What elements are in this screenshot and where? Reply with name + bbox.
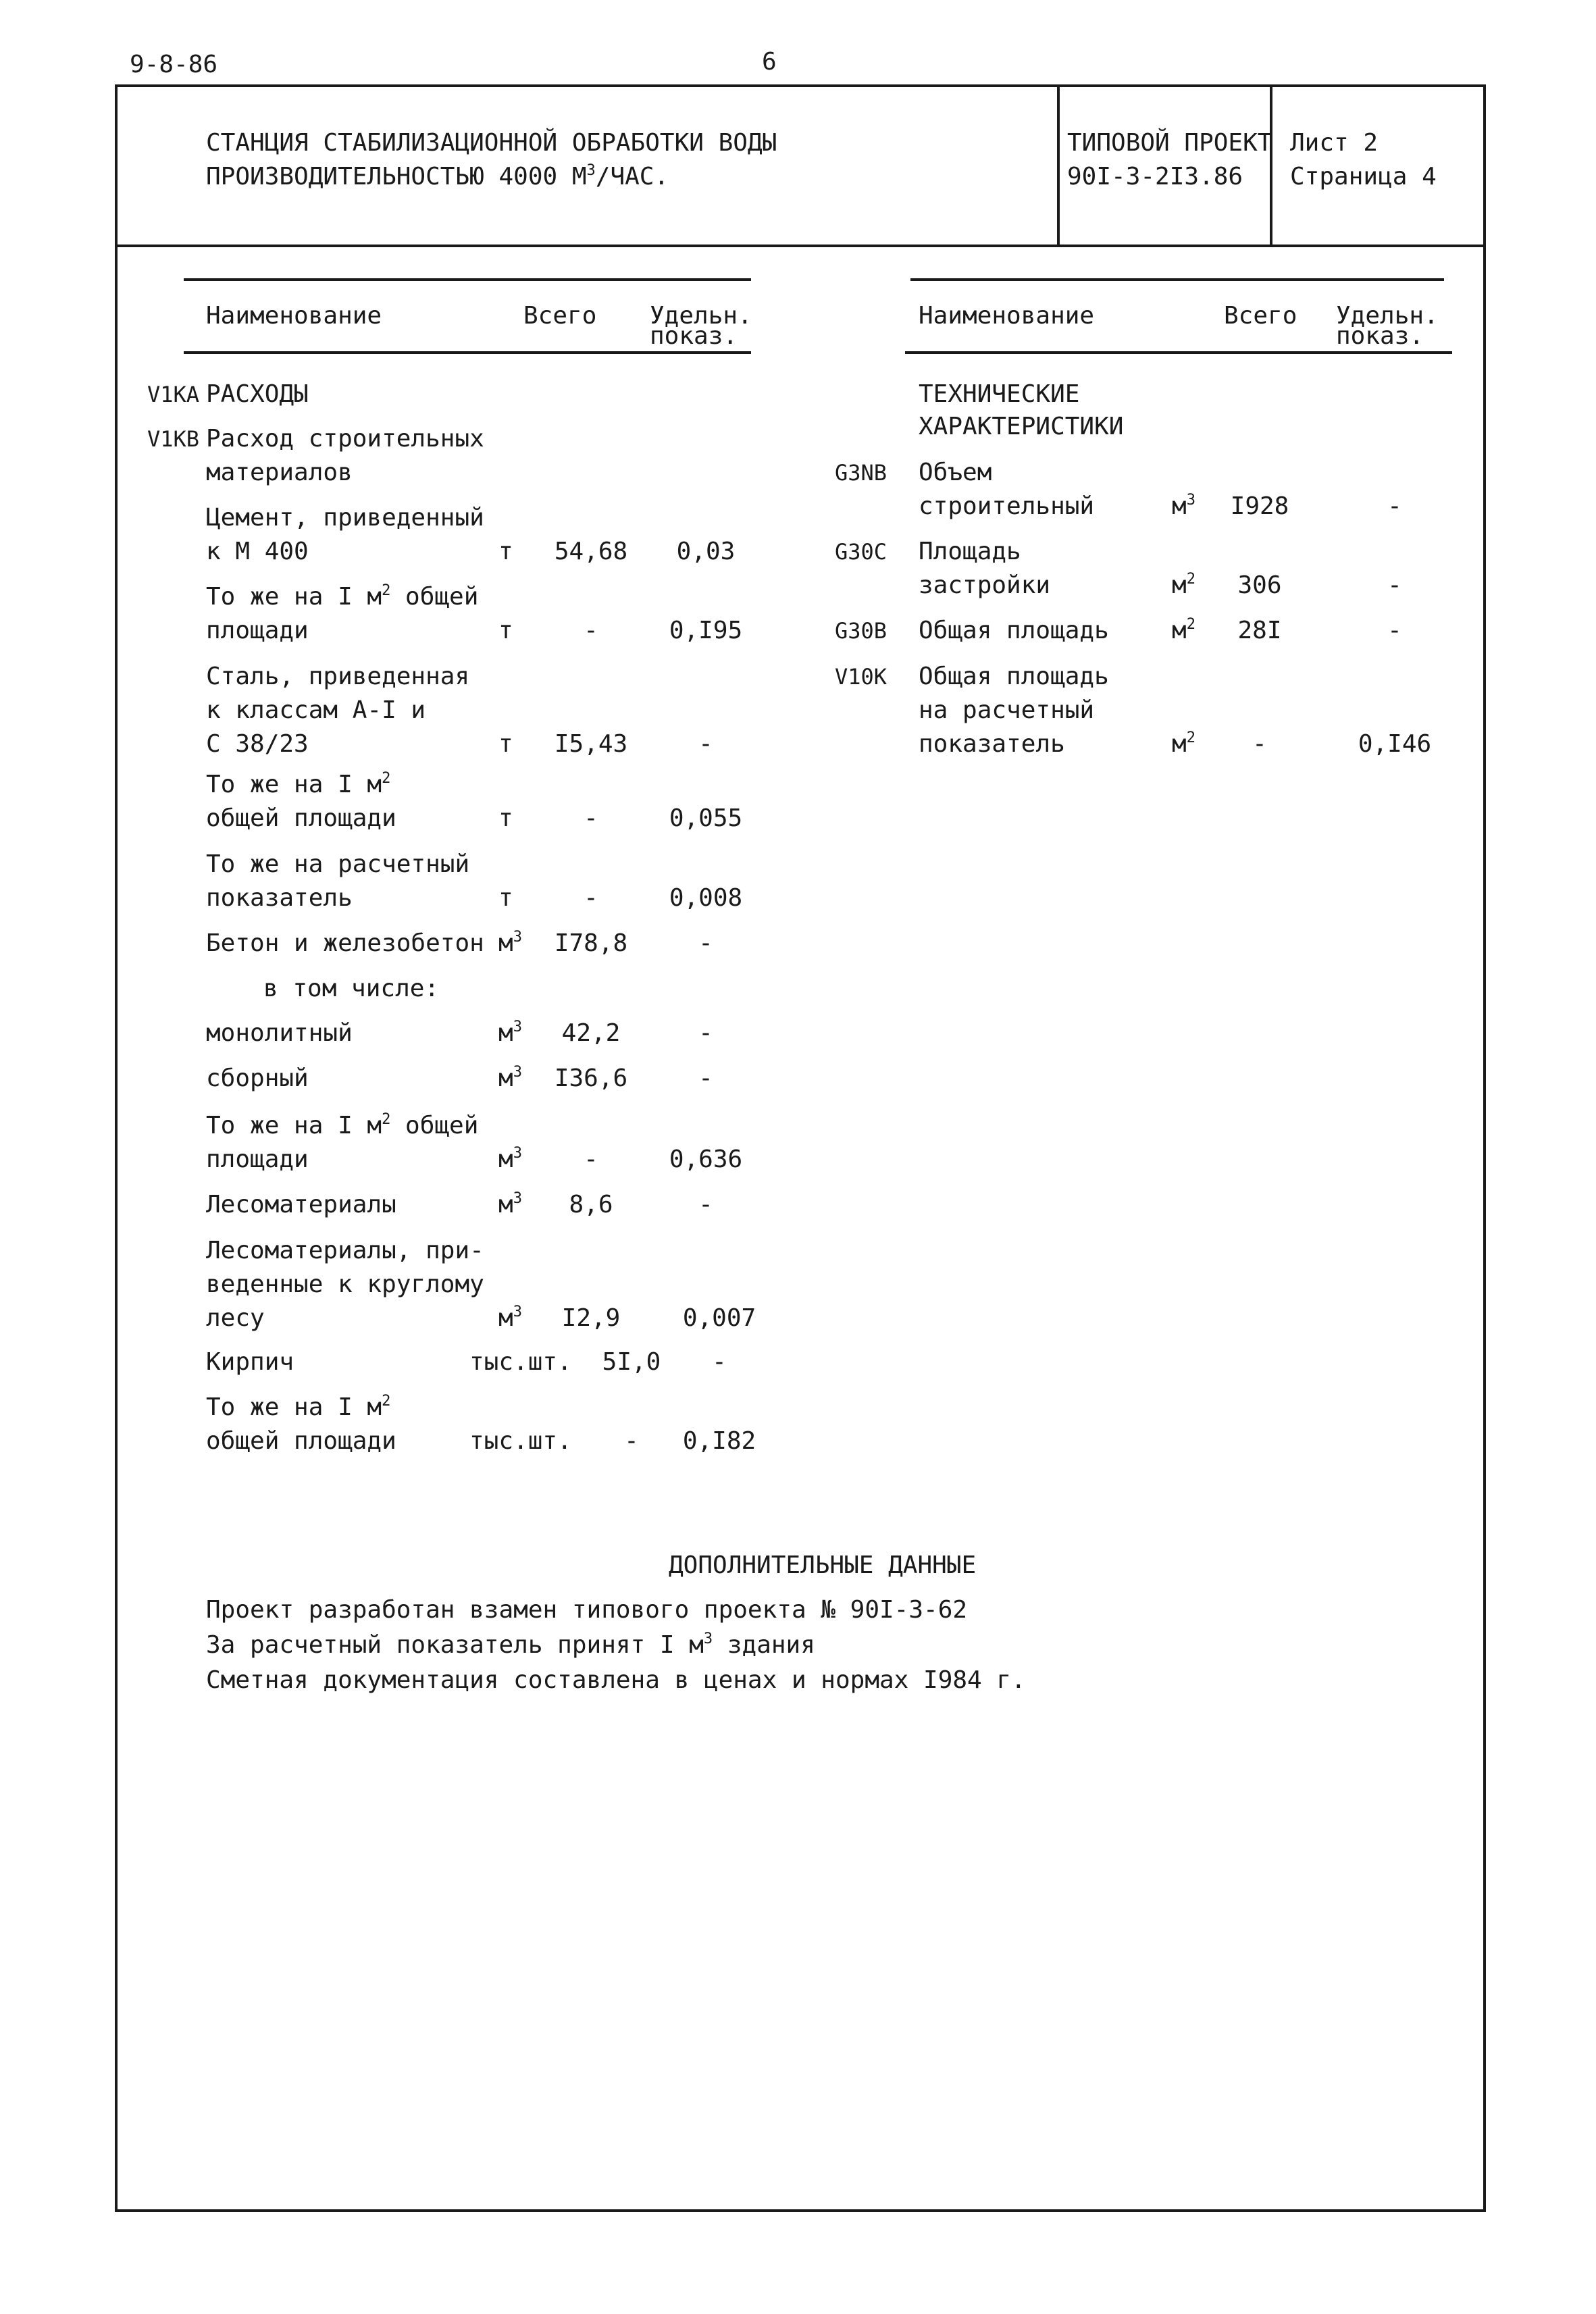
- row-total: 54,68: [554, 538, 628, 565]
- row-name: То же на I $м^2$: [206, 770, 391, 798]
- row-total: -: [584, 617, 598, 644]
- row-unit: $м^3$: [498, 1304, 522, 1332]
- row-specific: 0,I95: [669, 617, 743, 644]
- row-unit: тыс.шт.: [469, 1348, 572, 1376]
- row-specific: 0,636: [669, 1146, 743, 1173]
- row-total: -: [624, 1427, 639, 1455]
- row-unit: $м^3$: [498, 1190, 522, 1218]
- row-unit: $м^3$: [498, 1145, 522, 1173]
- row-code: G30C: [835, 539, 887, 565]
- row-specific: 0,007: [682, 1304, 756, 1332]
- row-name: показатель: [206, 884, 353, 912]
- row-name: Цемент, приведенный: [206, 504, 484, 532]
- row-total: -: [1252, 730, 1267, 758]
- row-total: -: [584, 884, 598, 912]
- row-total: -: [584, 804, 598, 832]
- title-line-2: ПРОИЗВОДИТЕЛЬНОСТЬЮ 4000 $М^3$/ЧАС.: [206, 162, 669, 190]
- section-code: V1KA: [147, 382, 200, 407]
- row-name: лесу: [206, 1304, 265, 1332]
- row-specific: -: [1387, 492, 1402, 520]
- additional-heading: ДОПОЛНИТЕЛЬНЫЕ ДАННЫЕ: [669, 1551, 977, 1579]
- row-unit: т: [498, 730, 513, 758]
- row-unit: т: [498, 804, 513, 832]
- row-unit: т: [498, 538, 513, 565]
- row-specific: -: [698, 1191, 713, 1218]
- section-tech: ТЕХНИЧЕСКИЕ: [919, 380, 1080, 408]
- title-block-separator: [1270, 84, 1272, 246]
- row-specific: 0,I82: [682, 1427, 756, 1455]
- row-name: застройки: [919, 571, 1051, 599]
- row-total: 306: [1237, 571, 1282, 599]
- row-specific: -: [712, 1348, 727, 1376]
- sheet-number: Лист 2: [1290, 129, 1379, 157]
- row-specific: 0,008: [669, 884, 743, 912]
- title-line-1: СТАНЦИЯ СТАБИЛИЗАЦИОННОЙ ОБРАБОТКИ ВОДЫ: [206, 129, 777, 157]
- page-number: 6: [762, 48, 777, 76]
- row-unit: $м^3$: [1172, 492, 1195, 520]
- right-header-total: Всего: [1224, 302, 1297, 330]
- title-block-separator: [1057, 84, 1060, 246]
- row-total: I36,6: [554, 1064, 628, 1092]
- row-total: 5I,0: [602, 1348, 661, 1376]
- row-specific: -: [698, 1019, 713, 1047]
- row-specific: 0,I46: [1358, 730, 1432, 758]
- additional-line-3: Сметная документация составлена в ценах и нормах I984 г.: [206, 1666, 1026, 1694]
- row-unit: $м^2$: [1172, 729, 1195, 758]
- row-code: V10K: [835, 664, 887, 690]
- left-header-spec-2: показ.: [650, 322, 738, 350]
- row-specific: 0,03: [676, 538, 736, 565]
- row-unit: $м^2$: [1172, 571, 1195, 599]
- left-table-header-rule: [184, 351, 751, 354]
- row-name: Общая площадь: [919, 617, 1109, 644]
- additional-line-1: Проект разработан взамен типового проекта № 90I-3-62: [206, 1596, 968, 1624]
- row-name: сборный: [206, 1064, 309, 1092]
- row-total: -: [584, 1146, 598, 1173]
- additional-line-2: За расчетный показатель принят I $м^3$ здания: [206, 1630, 815, 1659]
- right-table-top-rule: [910, 278, 1444, 281]
- row-specific: -: [698, 1064, 713, 1092]
- row-specific: -: [698, 730, 713, 758]
- right-table-header-rule: [905, 351, 1452, 354]
- row-specific: -: [1387, 571, 1402, 599]
- row-name: монолитный: [206, 1019, 353, 1047]
- row-name: Объем: [919, 459, 992, 486]
- section-tech-2: ХАРАКТЕРИСТИКИ: [919, 413, 1124, 440]
- right-header-name: Наименование: [919, 302, 1095, 330]
- row-name: Сталь, приведенная: [206, 663, 470, 690]
- row-name: То же на I $м^2$ общей: [206, 582, 479, 611]
- section-materials-2: материалов: [206, 459, 353, 486]
- left-header-spec: Удельн.: [650, 302, 752, 330]
- row-name: общей площади: [206, 804, 396, 832]
- row-name: Кирпич: [206, 1348, 294, 1376]
- row-name: Общая площадь: [919, 663, 1109, 690]
- right-header-spec: Удельн.: [1336, 302, 1439, 330]
- row-name: площади: [206, 617, 309, 644]
- row-name: Лесоматериалы: [206, 1191, 396, 1218]
- row-code: G30B: [835, 618, 887, 644]
- row-name: То же на расчетный: [206, 850, 470, 878]
- row-name: Лесоматериалы, при-: [206, 1237, 484, 1264]
- row-unit: т: [498, 884, 513, 912]
- row-name: на расчетный: [919, 696, 1095, 724]
- right-header-spec-2: показ.: [1336, 322, 1424, 350]
- left-header-total: Всего: [523, 302, 597, 330]
- left-header-name: Наименование: [206, 302, 382, 330]
- row-total: 42,2: [561, 1019, 621, 1047]
- document-code: 9-8-86: [130, 51, 218, 78]
- row-total: 28I: [1237, 617, 1282, 644]
- row-name: к классам А-I и: [206, 696, 426, 724]
- row-name: С 38/23: [206, 730, 309, 758]
- section-expenses: РАСХОДЫ: [206, 380, 309, 408]
- row-code: G3NB: [835, 460, 887, 486]
- project-label: ТИПОВОЙ ПРОЕКТ: [1067, 129, 1272, 157]
- row-unit: $м^3$: [498, 1019, 522, 1047]
- section-materials: Расход строительных: [206, 425, 484, 453]
- project-number: 90I-3-2I3.86: [1067, 163, 1243, 190]
- subheading: в том числе:: [263, 975, 440, 1002]
- row-name: То же на I $м^2$ общей: [206, 1111, 479, 1139]
- row-name: строительный: [919, 492, 1095, 520]
- row-name: общей площади: [206, 1427, 396, 1455]
- row-total: I5,43: [554, 730, 628, 758]
- row-name: Площадь: [919, 538, 1021, 565]
- section-code: V1KB: [147, 426, 200, 452]
- row-total: I2,9: [561, 1304, 621, 1332]
- row-name: показатель: [919, 730, 1065, 758]
- row-unit: т: [498, 617, 513, 644]
- row-specific: -: [698, 929, 713, 957]
- row-name: То же на I $м^2$: [206, 1393, 391, 1421]
- row-name: веденные к круглому: [206, 1270, 484, 1298]
- row-name: Бетон и железобетон: [206, 929, 484, 957]
- title-block-divider: [115, 245, 1486, 247]
- row-unit: $м^3$: [498, 929, 522, 957]
- row-unit: $м^2$: [1172, 616, 1195, 644]
- row-unit: $м^3$: [498, 1064, 522, 1092]
- row-specific: 0,055: [669, 804, 743, 832]
- row-unit: тыс.шт.: [469, 1427, 572, 1455]
- row-specific: -: [1387, 617, 1402, 644]
- row-total: I78,8: [554, 929, 628, 957]
- page-frame: [115, 84, 1486, 2212]
- page-label: Страница 4: [1290, 163, 1437, 190]
- row-name: к М 400: [206, 538, 309, 565]
- row-name: площади: [206, 1146, 309, 1173]
- left-table-top-rule: [184, 278, 751, 281]
- row-total: 8,6: [569, 1191, 613, 1218]
- row-total: I928: [1230, 492, 1289, 520]
